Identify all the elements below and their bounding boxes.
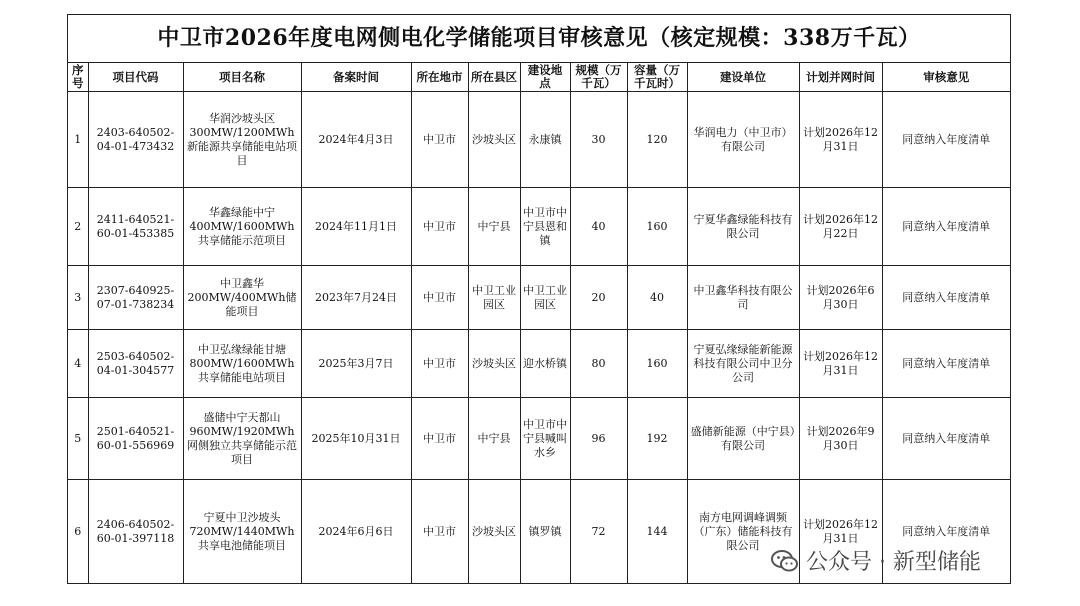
table-row — [68, 92, 1010, 188]
cell-grid: 计划2026年12月31日 — [799, 330, 882, 398]
cell-code: 2403-640502-04-01-473432 — [88, 92, 183, 188]
header-capacity: 容量（万千瓦时） — [627, 63, 687, 92]
cell-capacity: 40 — [627, 266, 687, 330]
header-site: 建设地点 — [520, 63, 570, 92]
cell-code: 2307-640925-07-01-738234 — [88, 266, 183, 330]
cell-name: 华润沙坡头区300MW/1200MWh新能源共享储能电站项目 — [183, 92, 301, 188]
cell-no: 6 — [68, 480, 88, 584]
header-no: 序号 — [68, 63, 88, 92]
cell-date: 2024年4月3日 — [301, 92, 411, 188]
cell-unit: 盛储新能源（中宁县）有限公司 — [687, 398, 799, 480]
cell-grid: 计划2026年9月30日 — [799, 398, 882, 480]
cell-site: 永康镇 — [520, 92, 570, 188]
cell-opinion: 同意纳入年度清单 — [882, 92, 1010, 188]
cell-unit: 华润电力（中卫市）有限公司 — [687, 92, 799, 188]
table-row — [68, 266, 1010, 330]
header-date: 备案时间 — [301, 63, 411, 92]
header-city: 所在地市 — [411, 63, 468, 92]
cell-opinion: 同意纳入年度清单 — [882, 266, 1010, 330]
cell-city: 中卫市 — [411, 480, 468, 584]
cell-date: 2024年6月6日 — [301, 480, 411, 584]
document-title: 中卫市2026年度电网侧电化学储能项目审核意见（核定规模：338万千瓦） — [68, 15, 1010, 63]
cell-grid: 计划2026年12月22日 — [799, 188, 882, 266]
cell-name: 盛储中宁天都山960MW/1920MWh网侧独立共享储能示范项目 — [183, 398, 301, 480]
table-row — [68, 188, 1010, 266]
table-row — [68, 398, 1010, 480]
cell-scale: 96 — [570, 398, 627, 480]
cell-capacity: 160 — [627, 330, 687, 398]
cell-capacity: 144 — [627, 480, 687, 584]
header-scale: 规模（万千瓦） — [570, 63, 627, 92]
cell-capacity: 160 — [627, 188, 687, 266]
cell-county: 中宁县 — [468, 398, 520, 480]
cell-site: 中卫工业园区 — [520, 266, 570, 330]
header-county: 所在县区 — [468, 63, 520, 92]
cell-city: 中卫市 — [411, 92, 468, 188]
cell-grid: 计划2026年6月30日 — [799, 266, 882, 330]
cell-scale: 20 — [570, 266, 627, 330]
cell-code: 2406-640502-60-01-397118 — [88, 480, 183, 584]
cell-no: 1 — [68, 92, 88, 188]
cell-date: 2024年11月1日 — [301, 188, 411, 266]
cell-city: 中卫市 — [411, 330, 468, 398]
cell-name: 宁夏中卫沙坡头720MW/1440MWh共享电池储能项目 — [183, 480, 301, 584]
cell-scale: 30 — [570, 92, 627, 188]
cell-site: 镇罗镇 — [520, 480, 570, 584]
cell-grid: 计划2026年12月31日 — [799, 92, 882, 188]
cell-county: 沙坡头区 — [468, 92, 520, 188]
cell-county: 沙坡头区 — [468, 330, 520, 398]
cell-opinion: 同意纳入年度清单 — [882, 480, 1010, 584]
cell-no: 3 — [68, 266, 88, 330]
cell-unit: 宁夏弘缘绿能新能源科技有限公司中卫分公司 — [687, 330, 799, 398]
header-code: 项目代码 — [88, 63, 183, 92]
cell-city: 中卫市 — [411, 188, 468, 266]
cell-no: 5 — [68, 398, 88, 480]
cell-code: 2503-640502-04-01-304577 — [88, 330, 183, 398]
cell-name: 中卫弘缘绿能甘塘800MW/1600MWh共享储能电站项目 — [183, 330, 301, 398]
cell-opinion: 同意纳入年度清单 — [882, 398, 1010, 480]
cell-site: 迎水桥镇 — [520, 330, 570, 398]
header-grid: 计划并网时间 — [799, 63, 882, 92]
cell-city: 中卫市 — [411, 266, 468, 330]
cell-opinion: 同意纳入年度清单 — [882, 330, 1010, 398]
cell-unit: 南方电网调峰调频（广东）储能科技有限公司 — [687, 480, 799, 584]
project-table — [68, 63, 1010, 584]
cell-scale: 72 — [570, 480, 627, 584]
cell-capacity: 120 — [627, 92, 687, 188]
cell-county: 中宁县 — [468, 188, 520, 266]
header-unit: 建设单位 — [687, 63, 799, 92]
cell-capacity: 192 — [627, 398, 687, 480]
table-row — [68, 330, 1010, 398]
cell-no: 2 — [68, 188, 88, 266]
header-opinion: 审核意见 — [882, 63, 1010, 92]
header-row — [68, 63, 1010, 92]
cell-no: 4 — [68, 330, 88, 398]
cell-unit: 宁夏华鑫绿能科技有限公司 — [687, 188, 799, 266]
cell-code: 2411-640521-60-01-453385 — [88, 188, 183, 266]
cell-date: 2023年7月24日 — [301, 266, 411, 330]
cell-name: 华鑫绿能中宁400MW/1600MWh共享储能示范项目 — [183, 188, 301, 266]
header-name: 项目名称 — [183, 63, 301, 92]
watermark — [770, 545, 981, 576]
cell-code: 2501-640521-60-01-556969 — [88, 398, 183, 480]
watermark-text: 公众号 · 新型储能 — [806, 550, 981, 575]
cell-site: 中卫市中宁县恩和镇 — [520, 188, 570, 266]
cell-scale: 80 — [570, 330, 627, 398]
cell-grid: 计划2026年12月31日 — [799, 480, 882, 584]
cell-scale: 40 — [570, 188, 627, 266]
cell-name: 中卫鑫华200MW/400MWh储能项目 — [183, 266, 301, 330]
cell-city: 中卫市 — [411, 398, 468, 480]
wechat-icon — [770, 549, 800, 573]
cell-unit: 中卫鑫华科技有限公司 — [687, 266, 799, 330]
cell-county: 沙坡头区 — [468, 480, 520, 584]
cell-date: 2025年3月7日 — [301, 330, 411, 398]
cell-site: 中卫市中宁县喊叫水乡 — [520, 398, 570, 480]
cell-county: 中卫工业园区 — [468, 266, 520, 330]
document-sheet — [67, 14, 1011, 584]
cell-opinion: 同意纳入年度清单 — [882, 188, 1010, 266]
cell-date: 2025年10月31日 — [301, 398, 411, 480]
